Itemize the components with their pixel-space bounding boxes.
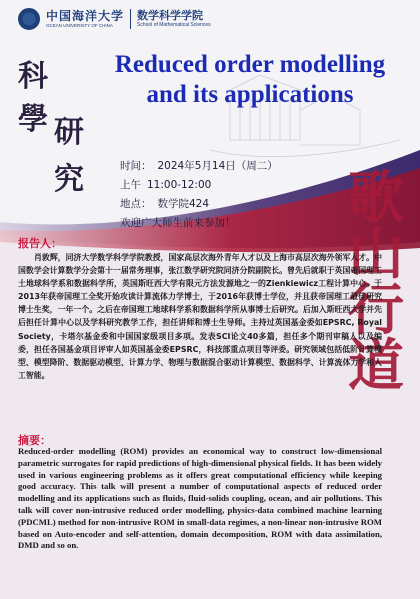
- header-divider: [130, 9, 131, 29]
- speaker-bio: 肖敦辉，同济大学数学科学学院教授，国家高层次海外青年人才以及上海市高层次海外领军人才。中国数学会计算数学分会第十一届常务理事，张江数学研究院同济分院副院长。曾先后就职于英国帝国理工土地球科学系和数据科学所，英国斯旺西大学有限元方法发源地之一的Zienkiewicz工程计算中心。于2013年获帝国理工全奖开始攻读计算流体力学博士，于2016年获博士学位，并且获帝国理工最佳研究博士生奖，一年一个。之后在帝国理工地球科学系和数据科学所从事博士后研究。后加入斯旺西大学并先后担任计算中心以及学科研究教学工作，担任讲师和博士生导师。主持过英国基金委如EPSRC, Royal Society，卡塔尔基金委和中国国家级项目多项。发表SCI论文40多篇，担任多个期刊审稿人以及编委，担任各国基金项目评审人如英国基金委EPSRC，科技部重点项目等评委。研究领域包括低阶计算模型、模型降阶、数据驱动模型、计算力学、物理与数据混合驱动计算模型、数据科学、计算流体力学和人工智能。: [18, 253, 382, 380]
- university-name-en: OCEAN UNIVERSITY OF CHINA: [46, 22, 113, 28]
- time-value: 2024年5月14日（周二）: [157, 160, 278, 172]
- talk-title: Reduced order modelling and its applications: [114, 51, 386, 108]
- school-name-en: School of Mathematical Sciences: [137, 22, 211, 28]
- school-name-cn: 数学科学学院: [137, 9, 204, 22]
- vertical-title-char: 學: [18, 102, 48, 137]
- place-label: 地点：: [120, 198, 152, 210]
- university-seal-icon: [18, 8, 40, 30]
- abstract-label: 摘要：: [18, 434, 51, 447]
- vertical-title-char: 究: [54, 162, 84, 197]
- session-value: 11:00-12:00: [147, 179, 212, 191]
- place-value: 数学院424: [157, 198, 210, 210]
- session-label: 上午: [120, 179, 141, 191]
- speaker-label: 报告人：: [18, 237, 62, 250]
- abstract-text: Reduced-order modelling (ROM) provides an economical way to construct low-dimensional parametric surrogates for rapid predictions of high-dimensional physical fields. It has been widely used in various engineering problems as it offers great computational efficiency while keeping good accuracy. This talk will present a number of computational aspects of reduced order modelling and its applications such as fluids, fluid-solids coupling, ocean, and air pollutions. This talk will cover non-intrusive reduced order modelling, physics-data combined machine learning (PDCML) method for non-intrusive ROM in small-data regimes, a non-linear non-intrusive ROM based on Auto-encoder and self-attention, domain decomposition, ROM with data assimilation, DMD and so on.: [18, 446, 382, 551]
- calligraphy-decoration: 歌山行道: [348, 165, 404, 399]
- time-line: [120, 158, 278, 173]
- welcome-line: 欢迎广大师生前来参加！: [120, 217, 236, 229]
- time-label: 时间：: [120, 160, 152, 172]
- university-logo: [46, 10, 124, 29]
- place-line: [120, 196, 209, 211]
- header: [18, 8, 211, 30]
- university-name-cn: 中国海洋大学: [46, 8, 125, 23]
- school-logo: [137, 10, 211, 28]
- vertical-title-char: 研: [54, 115, 84, 150]
- session-line: [120, 177, 211, 192]
- vertical-title-char: 科: [18, 59, 48, 94]
